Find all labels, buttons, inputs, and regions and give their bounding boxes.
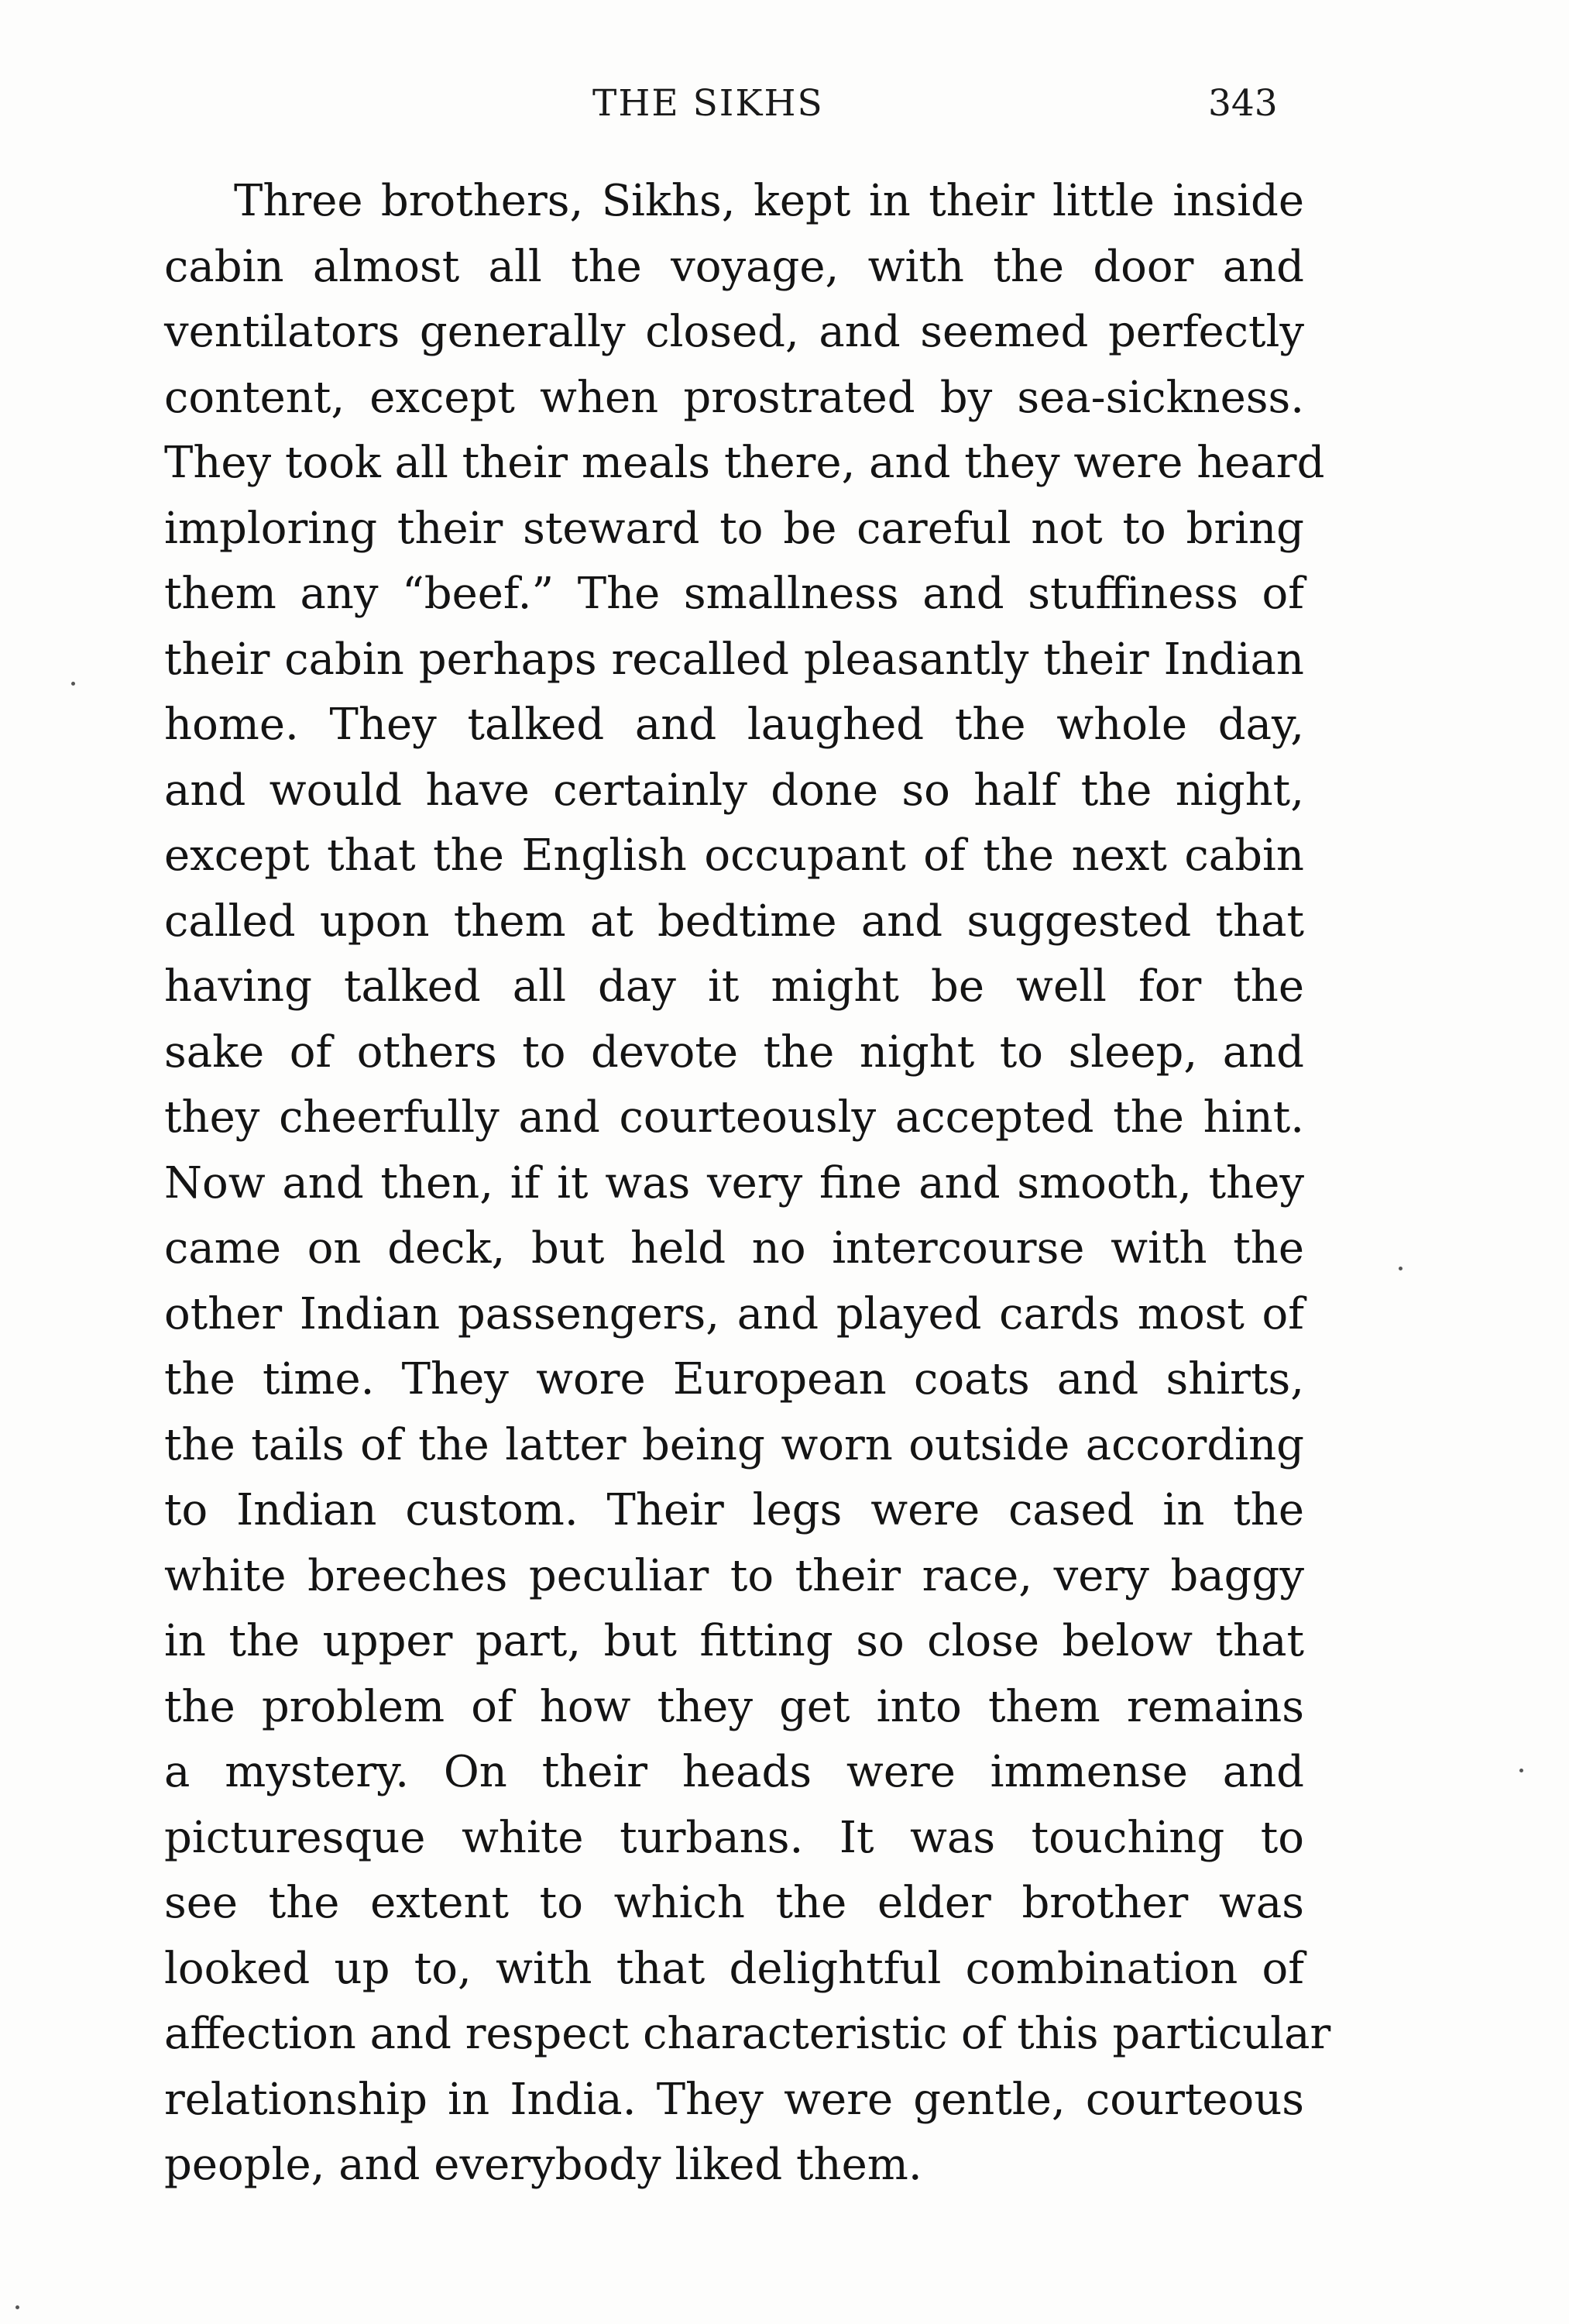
text-line: relationship in India. They were gentle, courteous [164,2074,1304,2125]
text-line: and would have certainly done so half the night, [164,765,1304,816]
text-line: home. They talked and laughed the whole day, [164,700,1304,750]
running-title: THE SIKHS [592,82,824,125]
text-line: other Indian passengers, and played cards most of [164,1288,1304,1339]
text-line: they cheerfully and courteously accepted the hint. [164,1092,1304,1143]
text-line: people, and everybody liked them. [164,2140,922,2190]
text-line: picturesque white turbans. It was touching to [164,1812,1304,1863]
text-line: imploring their steward to be careful not to bring [164,503,1304,554]
text-line: cabin almost all the voyage, with the door and [164,241,1304,292]
text-line: Three brothers, Sikhs, kept in their little inside [234,176,1304,226]
text-line: They took all their meals there, and they were heard [164,438,1325,488]
paper-speck [71,682,75,686]
paper-speck [1399,1267,1402,1270]
text-line: white breeches peculiar to their race, very baggy [164,1550,1304,1601]
text-line: looked up to, with that delightful combination of [164,1943,1304,1994]
text-line: in the upper part, but fitting so close below that [164,1616,1304,1666]
paper-speck [1519,1769,1523,1772]
text-line: their cabin perhaps recalled pleasantly their Indian [164,634,1304,685]
text-line: having talked all day it might be well for the [164,961,1304,1012]
text-line: called upon them at bedtime and suggested that [164,896,1304,947]
text-line: ventilators generally closed, and seemed perfectly [164,307,1304,357]
body-text [164,169,1331,2199]
text-line: content, except when prostrated by sea-sickness. [164,372,1304,423]
text-line: sake of others to devote the night to sleep, and [164,1026,1304,1078]
text-line: the problem of how they get into them remains [164,1681,1304,1732]
text-line: a mystery. On their heads were immense and [164,1747,1304,1797]
text-line: to Indian custom. Their legs were cased in the [164,1485,1304,1535]
text-line: them any “beef.” The smallness and stuffiness of [164,569,1304,619]
text-line: the time. They wore European coats and shirts, [164,1354,1304,1404]
running-head [0,82,1569,144]
text-line: Now and then, if it was very fine and smooth, they [164,1157,1304,1208]
paper-speck [15,2305,19,2309]
text-line: except that the English occupant of the next cabin [164,830,1304,881]
text-line: the tails of the latter being worn outside according [164,1419,1304,1470]
text-line: see the extent to which the elder brother was [164,1878,1304,1928]
page-number: 343 [1208,82,1278,125]
text-line: came on deck, but held no intercourse with the [164,1223,1304,1274]
text-line: affection and respect characteristic of this particular [164,2009,1331,2059]
